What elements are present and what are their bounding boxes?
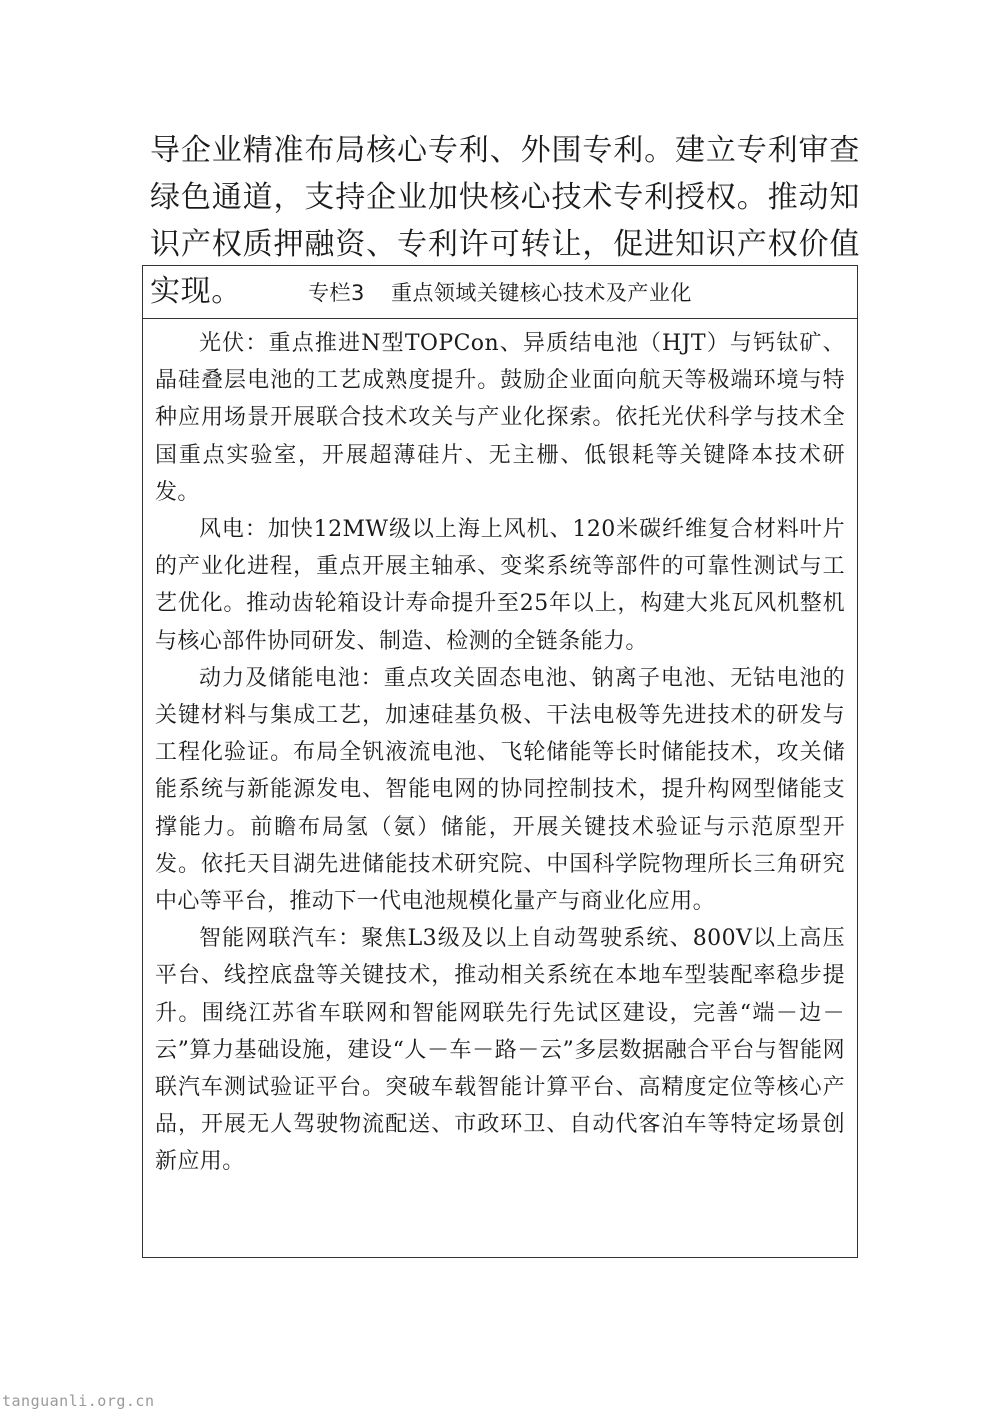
paragraph-battery-storage: 动力及储能电池：重点攻关固态电池、钠离子电池、无钴电池的关键材料与集成工艺，加速硅基负极、干法电极等先进技术的研发与工程化验证。布局全钒液流电池、飞轮储能等长时储能技术，攻关储能系统与新能源发电、智能电网的协同控制技术，提升构网型储能支撑能力。前瞻布局氢（氨）储能，开展关键技术验证与示范原型开发。依托天目湖先进储能技术研究院、中国科学院物理所长三角研究中心等平台，推动下一代电池规模化量产与商业化应用。 (155, 665, 845, 915)
paragraph-photovoltaic: 光伏：重点推进N型TOPCon、异质结电池（HJT）与钙钛矿、晶硅叠层电池的工艺成熟度提升。鼓励企业面向航天等极端环境与特种应用场景开展联合技术攻关与产业化探索。依托光伏科学与技术全国重点实验室，开展超薄硅片、无主栅、低银耗等关键降本技术研发。 (155, 331, 845, 505)
column-box-title (143, 266, 857, 319)
column-number: 专栏3 (308, 281, 365, 305)
paragraph-connected-vehicles: 智能网联汽车：聚焦L3级及以上自动驾驶系统、800V以上高压平台、线控底盘等关键技术，推动相关系统在本地车型装配率稳步提升。围绕江苏省车联网和智能网联先行先试区建设，完善“端－边－云”算力基础设施，建设“人－车－路－云”多层数据融合平台与智能网联汽车测试验证平台。突破车载智能计算平台、高精度定位等核心产品，开展无人驾驶物流配送、市政环卫、自动代客泊车等特定场景创新应用。 (155, 926, 845, 1175)
column-title: 重点领域关键核心技术及产业化 (390, 281, 692, 305)
paragraph-wind-power: 风电：加快12MW级以上海上风机、120米碳纤维复合材料叶片的产业化进程，重点开展主轴承、变桨系统等部件的可靠性测试与工艺优化。推动齿轮箱设计寿命提升至25年以上，构建大兆瓦风机整机与核心部件协同研发、制造、检测的全链条能力。 (155, 517, 845, 654)
column-box (142, 265, 858, 1258)
intro-paragraph: 导企业精准布局核心专利、外围专利。建立专利审查绿色通道，支持企业加快核心技术专利授权。推动知识产权质押融资、专利许可转让，促进知识产权价值实现。 (150, 133, 860, 309)
column-box-body (143, 319, 857, 1181)
watermark: tanguanli.org.cn (2, 1392, 155, 1410)
